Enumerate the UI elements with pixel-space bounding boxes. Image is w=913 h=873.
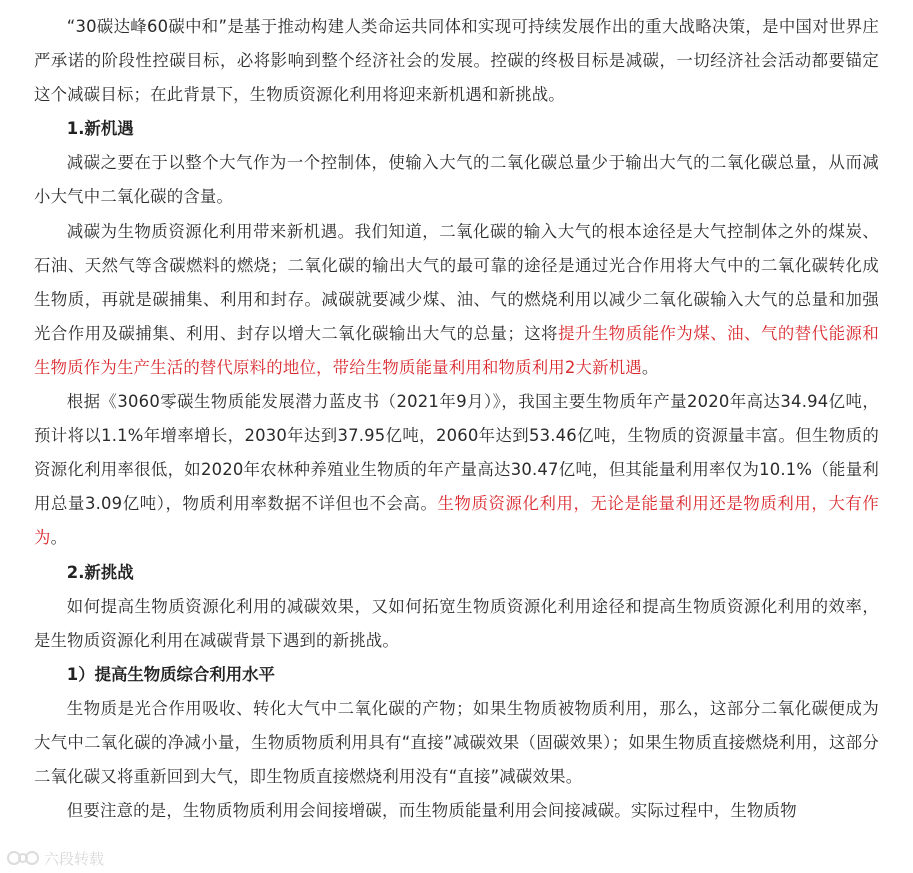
- highlight-text: 提升生物质能作为煤、油、气的替代能源和生物质作为生产生活的替代原料的地位，带给生物质能量利用和物质利用2大新机遇: [34, 323, 879, 377]
- paragraph-challenge: 如何提高生物质资源化利用的减碳效果，又如何拓宽生物质资源化利用途径和提高生物质资源化利用的效率，是生物质资源化利用在减碳背景下遇到的新挑战。: [34, 596, 879, 650]
- paragraph-new-opportunity: [34, 215, 879, 385]
- paragraph-indirect-effect: 但要注意的是，生物质物质利用会间接增碳，而生物质能量利用会间接减碳。实际过程中，生物质物: [66, 801, 797, 821]
- paragraph-intro: “30碳达峰60碳中和”是基于推动构建人类命运共同体和实现可持续发展作出的重大战略决策，是中国对世界庄严承诺的阶段性控碳目标，必将影响到整个经济社会的发展。控碳的终极目标是减碳，一切经济社会活动都要锚定这个减碳目标；在此背景下，生物质资源化利用将迎来新机遇和新挑战。: [34, 17, 879, 105]
- paragraph-biomass-data: [34, 385, 879, 555]
- highlight-text: 生物质资源化利用，无论是能量利用还是物质利用，大有作为: [34, 494, 880, 548]
- paragraph-text: 根据《3060零碳生物质能发展潜力蓝皮书（2021年9月）》，我国主要生物质年产量2020年高达34.94亿吨，预计将以1.1%年增率增长，2030年达到37.95亿吨，2060年达到53.46亿吨，生物质的资源量丰富。但生物质的资源化利用率很低，如2020年农林种养殖业生物质的年产量高达30.47亿吨，但其能量利用率仅为10.1%（能量利用总量3.09亿吨），物质利用率数据不详但也不会高。: [34, 392, 879, 514]
- paragraph-photosynthesis: 生物质是光合作用吸收、转化大气中二氧化碳的产物；如果生物质被物质利用，那么，这部分二氧化碳便成为大气中二氧化碳的净减小量，生物质物质利用具有“直接”减碳效果（固碳效果）；如果生物质直接燃烧利用，这部分二氧化碳又将重新回到大气，即生物质直接燃烧利用没有“直接”减碳效果。: [34, 698, 879, 787]
- section-heading-opportunity: 1.新机遇: [66, 119, 134, 139]
- paragraph-carbon-control: 减碳之要在于以整个大气作为一个控制体，使输入大气的二氧化碳总量少于输出大气的二氧化碳总量，从而减小大气中二氧化碳的含量。: [34, 153, 879, 207]
- section-heading-challenge: 2.新挑战: [66, 562, 134, 582]
- paragraph-text: 。: [641, 357, 659, 377]
- paragraph-text: 减碳为生物质资源化利用带来新机遇。我们知道，二氧化碳的输入大气的根本途径是大气控制体之外的煤炭、石油、天然气等含碳燃料的燃烧；二氧化碳的输出大气的最可靠的途径是通过光合作用将大气中的二氧化碳转化成生物质，再就是碳捕集、利用和封存。减碳就要减少煤、油、气的燃烧利用以减少二氧化碳输入大气的总量和加强光合作用及碳捕集、利用、封存以增大二氧化碳输出大气的总量；这将: [34, 221, 879, 343]
- article-body: [0, 10, 913, 828]
- subsection-heading-utilization: 1）提高生物质综合利用水平: [66, 664, 275, 684]
- watermark-text: 六段转载: [44, 849, 105, 868]
- watermark: [6, 846, 104, 870]
- paragraph-text: 。: [50, 528, 68, 548]
- logo-icon: [6, 847, 40, 869]
